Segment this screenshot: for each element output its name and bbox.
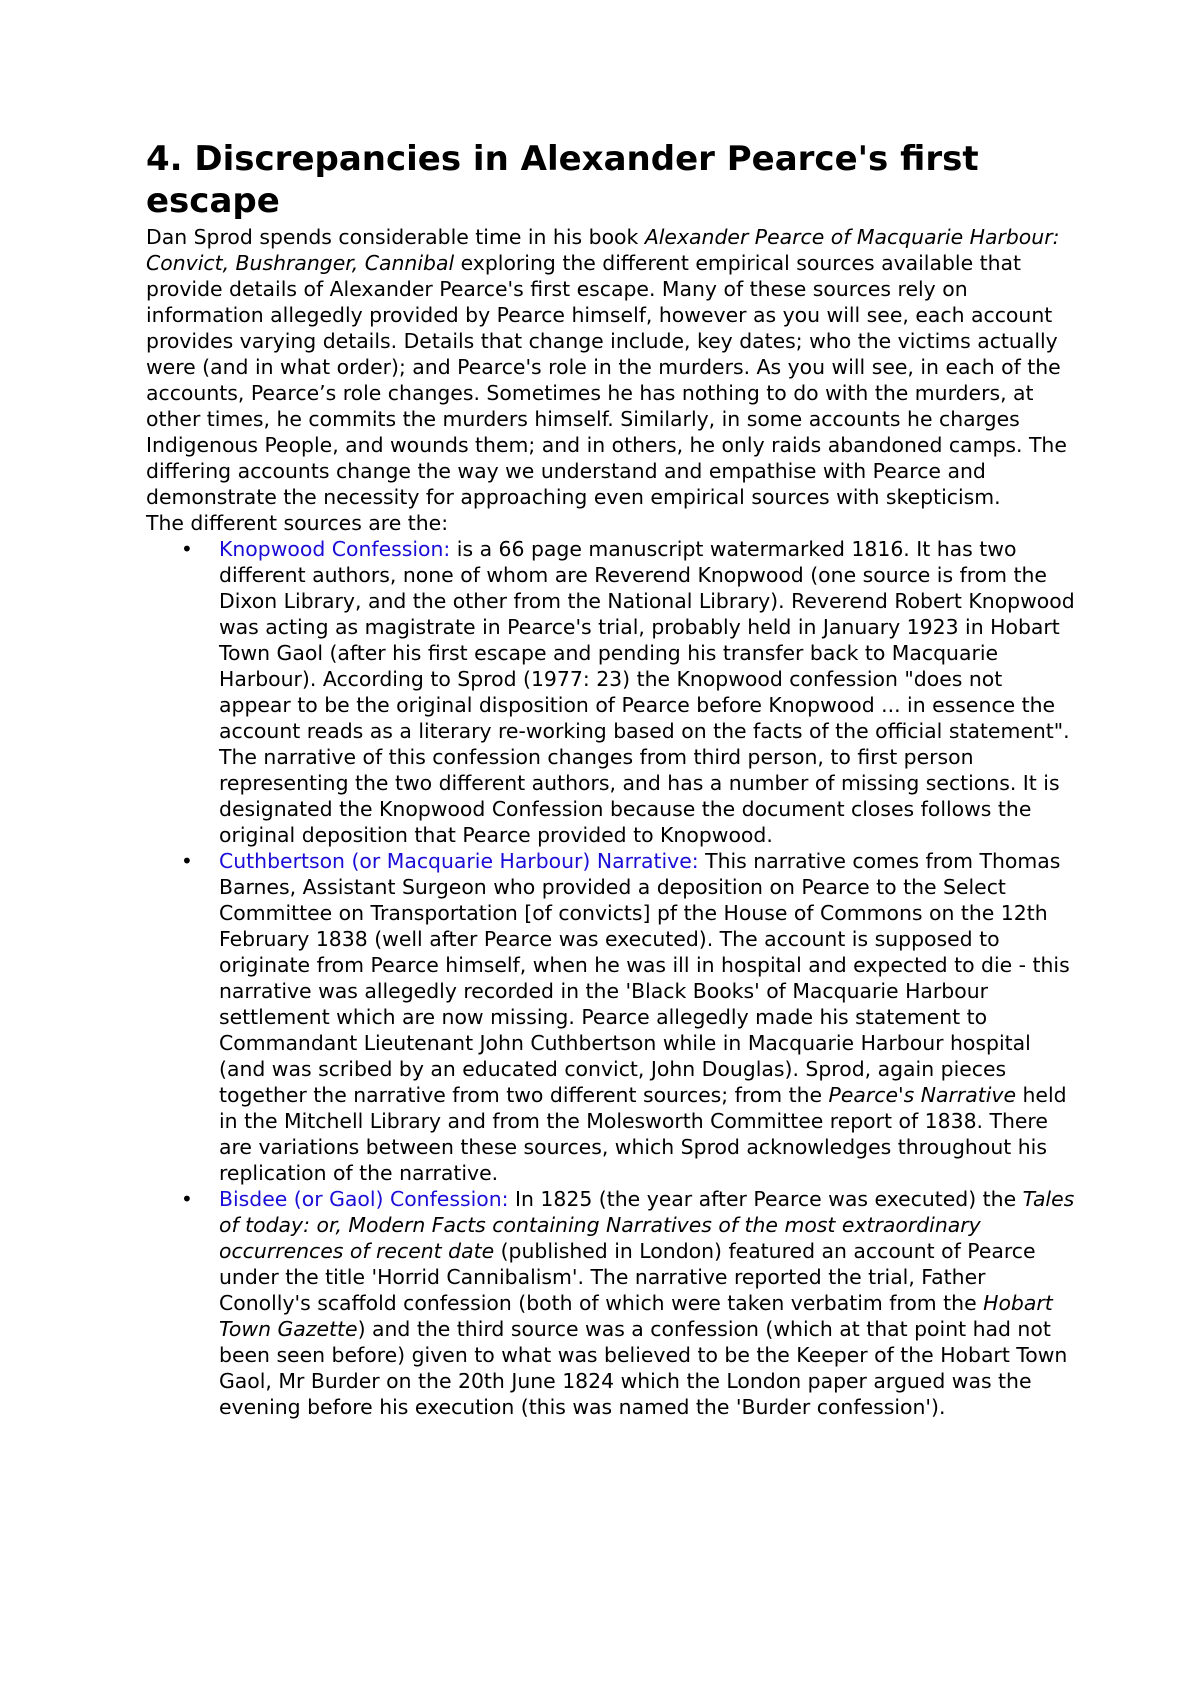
bisdee-italic-2: Hobart Town Gazette — [219, 1291, 1053, 1341]
cuthbertson-text-1: This narrative comes from Thomas Barnes, Assistant Surgeon who provided a deposition on Pearce to the Select Committee on Transportation [of convicts] pf the House of Commons on the 12th February 1838 (well after Pearce was executed). The account is supposed to originate from Pearce himself, when he was ill in hospital and expected to die - this narrative was allegedly recorded in the 'Black Books' of Macquarie Harbour settlement which are now missing. Pearce allegedly made his statement to Commandant Lieutenant John Cuthbertson while in Macquarie Harbour hospital (and was scribed by an educated convict, John Douglas). Sprod, again pieces together the narrative from two different sources; from the — [219, 849, 1070, 1107]
intro-text-2: exploring the different empirical sources available that provide details of Alexander Pearce's first escape. Many of these sources rely on information allegedly provided by Pearce himself, however as you will see, each account provides varying details. Details that change include, key dates; who the victims actually were (and in what order); and Pearce's role in the murders. As you will see, in each of the accounts, Pearce’s role changes. Sometimes he has nothing to do with the murders, at other times, he commits the murders himself. Similarly, in some accounts he charges Indigenous People, and wounds them; and in others, he only raids abandoned camps. The differing accounts change the way we understand and empathise with Pearce and demonstrate the necessity for approaching even empirical sources with skepticism. — [146, 251, 1067, 509]
bisdee-text-1: In 1825 (the year after Pearce was executed) the — [508, 1187, 1023, 1211]
sources-intro: The different sources are the: — [146, 511, 449, 535]
cuthbertson-italic: Pearce's Narrative — [828, 1083, 1016, 1107]
knopwood-text: is a 66 page manuscript watermarked 1816. It has two different authors, none of whom are Reverend Knopwood (one source is from the Dixon Library, and the other from the National Library). Reverend Robert Knopwood was acting as magistrate in Pearce's trial, probably held in January 1923 in Hobart Town Gaol (after his first escape and pending his transfer back to Macquarie Harbour). According to Sprod (1977: 23) the Knopwood confession "does not appear to be the original disposition of Pearce before Knopwood ... in essence the account reads as a literary re-working based on the facts of the official statement". The narrative of this confession changes from third person, to first person representing the two different authors, and has a number of missing sections. It is designated the Knopwood Confession because the document closes follows the original deposition that Pearce provided to Knopwood. — [219, 537, 1075, 847]
bullet-icon: • — [181, 849, 193, 873]
list-item-cuthbertson — [181, 848, 1076, 1186]
bisdee-text-3: ) and the third source was a confession (which at that point had not been seen before) given to what was believed to be the Keeper of the Hobart Town Gaol, Mr Burder on the 20th June 1824 which the London paper argued was the evening before his execution (this was named the 'Burder confession'). — [219, 1317, 1068, 1419]
bisdee-italic-1: Tales of today: or, Modern Facts containing Narratives of the most extraordinary occurrences of recent date — [219, 1187, 1075, 1263]
list-item-bisdee — [181, 1186, 1076, 1420]
bisdee-text-2: (published in London) featured an account of Pearce under the title 'Horrid Cannibalism'. The narrative reported the trial, Father Conolly's scaffold confession (both of which were taken verbatim from the — [219, 1239, 1036, 1315]
cuthbertson-text-2: held in the Mitchell Library and from the Molesworth Committee report of 1838. There are variations between these sources, which Sprod acknowledges throughout his replication of the narrative. — [219, 1083, 1067, 1185]
intro-paragraph — [146, 224, 1076, 510]
document-page — [146, 138, 1076, 1420]
list-item-knopwood — [181, 536, 1076, 848]
bisdee-confession-link[interactable]: Bisdee (or Gaol) Confession: — [219, 1187, 509, 1211]
page-title: 4. Discrepancies in Alexander Pearce's first escape — [146, 139, 979, 221]
knopwood-confession-link[interactable]: Knopwood Confession: — [219, 537, 451, 561]
bullet-icon: • — [181, 537, 193, 561]
cuthbertson-narrative-link[interactable]: Cuthbertson (or Macquarie Harbour) Narrative: — [219, 849, 699, 873]
sources-list — [146, 536, 1076, 1420]
book-title: Alexander Pearce of Macquarie Harbour: Convict, Bushranger, Cannibal — [146, 225, 1060, 275]
bullet-icon: • — [181, 1187, 193, 1211]
intro-text-1: Dan Sprod spends considerable time in his book — [146, 225, 645, 249]
